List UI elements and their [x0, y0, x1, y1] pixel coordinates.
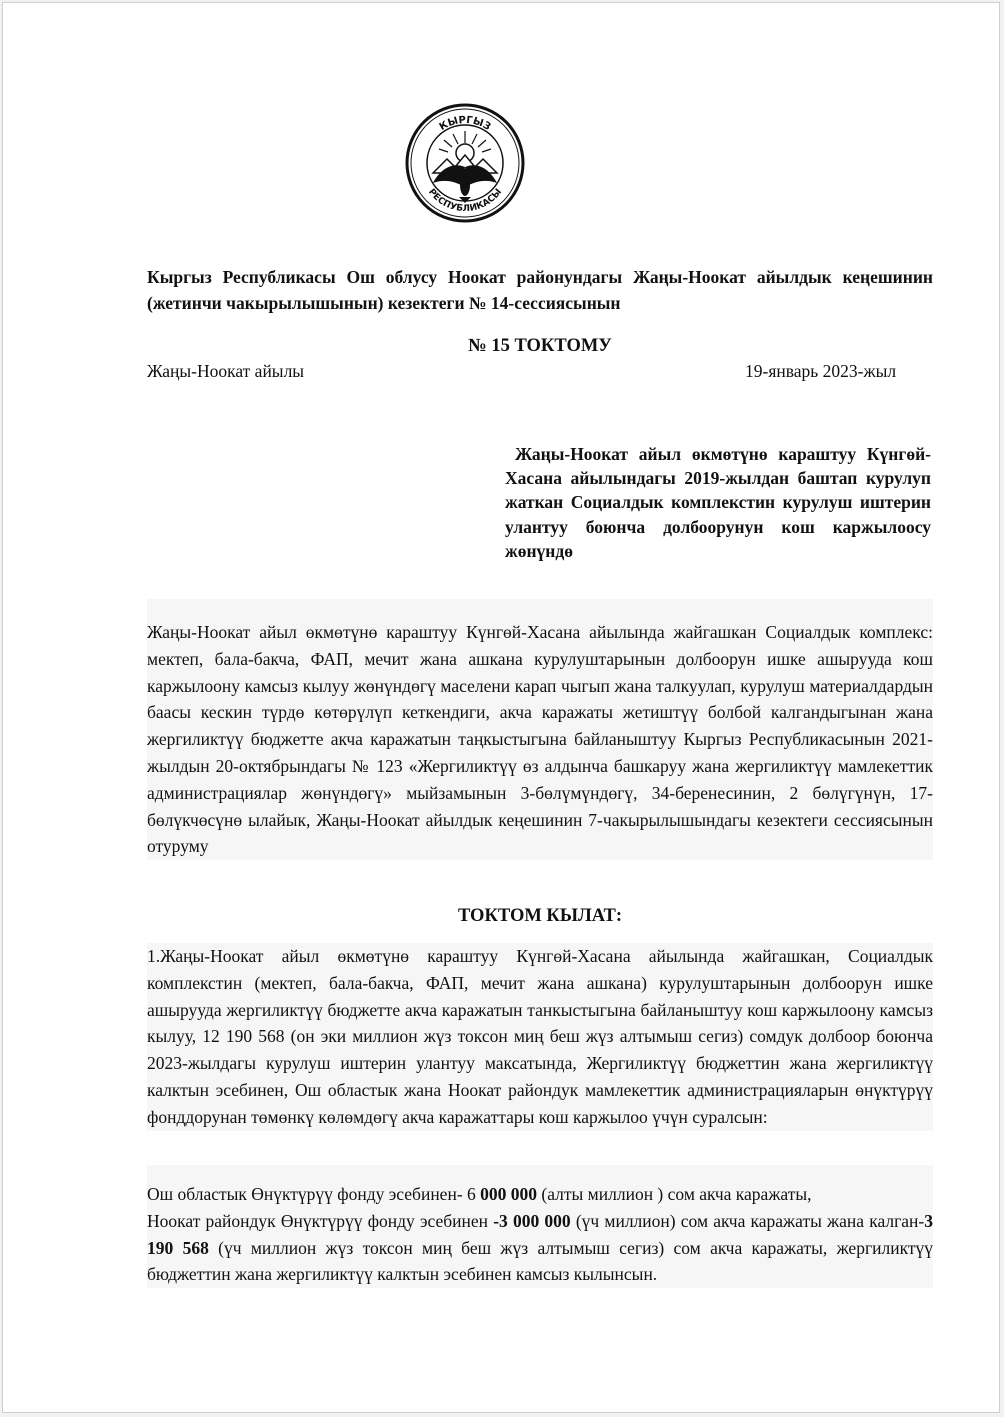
funding-line1-prefix: Ош областык Өнүктүрүү фонду эсебинен- 6 — [147, 1184, 481, 1204]
document-date: 19-январь 2023-жыл — [745, 361, 897, 381]
preamble-paragraph: Жаңы-Ноокат айыл өкмөтүнө караштуу Күнгөй-Хасана айылында жайгашкан Социалдык комплекс: мектеп, бала-бакча, ФАП, мечит жана ашкана курулуштарынын долбоорун ишке ашырууда кош каржылоону камсыз кылуу жөнүндөгү маселени карап чыгып жана талкуулап, курулуш материалдардын баасы кескин түрдө көтөрүлүп кеткендиги, акча каражаты жетиштүү болбой калгандыгынан жана жергиликтүү бюджетте акча каражатын таңкыстыгына байланыштуу Кыргыз Республикасынын 2021-жылдын 20-октябрындагы № 123 «Жергиликтүү өз алдынча башкаруу жана жергиликтүү мамлекеттик администрациялар жөнүндөгү» мыйзамынын 3-бөлүмүндөгү, 34-беренесинин, 2 бөлүгүнүн, 17-бөлүкчөсүнө ылайык, Жаңы-Ноокат айылдык кеңешинин 7-чакырылышындагы кезектеги сессиясынын отуруму — [147, 619, 933, 860]
point-1-paragraph: 1.Жаңы-Ноокат айыл өкмөтүнө караштуу Күнгөй-Хасана айылында жайгашкан, Социалдык комплекстин (мектеп, бала-бакча, ФАП, мечит жана ашкана) курулуштарынын долбоорун ишке ашырууда жергиликтүү бюджетте акча каражатын танкыстыгына байланыштуу кош каржылоону камсыз кылуу, 12 190 568 (он эки миллион жүз токсон миң беш жүз алтымыш сегиз) сомдук долбоор боюнча 2023-жылдагы курулуш иштерин улантуу максатында, Жергиликтүү бюджеттин жана жергиликтүү калктын эсебинен, Ош областык жана Ноокат райондук мамлекеттик администрацияларын өнүктүрүү фонддорунан төмөнкү көлөмдөгү акча каражаттары кош каржылоо үчүн суралсын: — [147, 943, 933, 1131]
highlight-band — [147, 599, 933, 621]
funding-line2-amount: -3 000 000 — [493, 1210, 571, 1231]
state-emblem-icon — [403, 101, 527, 225]
funding-line2-suffix: (үч миллион) сом акча каражаты жана калган- — [570, 1210, 925, 1231]
resolution-number: № 15 ТОКТОМУ — [468, 336, 612, 356]
funding-line3-suffix: (үч миллион жүз токсон миң беш жүз алтымыш сегиз) сом акча каражаты, жергиликтүү бюджеттин жана жергиликтүү калктын эсебинен камсыз кылынсын. — [147, 1237, 934, 1285]
funding-line1-amount: 000 000 — [480, 1184, 538, 1204]
funding-line1-suffix: (алты миллион ) сом акча каражаты, — [537, 1184, 812, 1204]
svg-text:КЫРГЫЗ — [438, 115, 493, 133]
funding-line3-amount: 3 190 568 — [147, 1210, 933, 1258]
document-page — [2, 2, 1000, 1413]
place-name: Жаңы-Ноокат айылы — [147, 361, 305, 381]
decision-heading: ТОКТОМ КЫЛАТ: — [457, 906, 623, 926]
emblem-top-text: КЫРГЫЗ — [437, 114, 493, 133]
funding-paragraph — [147, 1181, 933, 1288]
document-header-title: Кыргыз Республикасы Ош облусу Ноокат районундагы Жаңы-Ноокат айылдык кеңешинин (жетинчи чакырылышынын) кезектеги № 14-сессиясынын — [147, 267, 933, 313]
funding-line2-prefix: Ноокат райондук Өнүктүрүү фонду эсебинен — [147, 1210, 494, 1231]
resolution-subject: Жаңы-Ноокат айыл өкмөтүнө караштуу Күнгөй-Хасана айылындагы 2019-жылдан баштап курулуп жаткан Социалдык комплекстин курулуш иштерин улантуу боюнча долбоорунун кош каржылоосу жөнүндө — [505, 444, 931, 561]
emblem-bottom-text: РЕСПУБЛИКАСЫ — [426, 187, 505, 215]
